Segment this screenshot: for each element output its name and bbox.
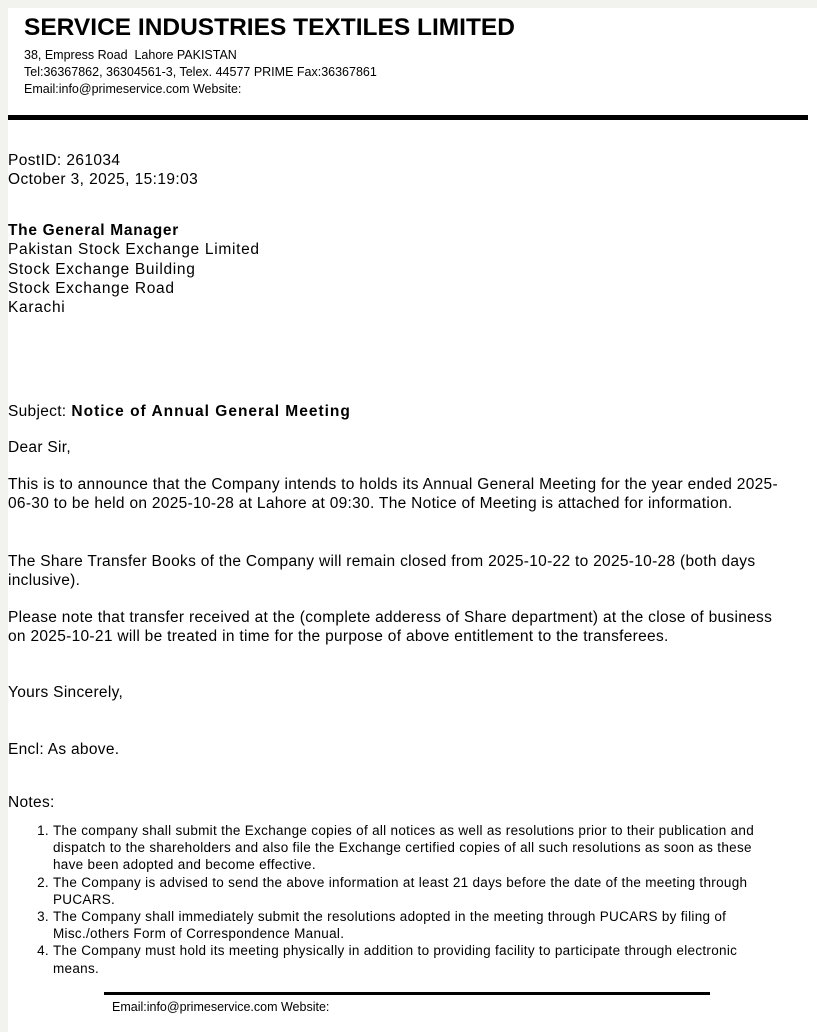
recipient-address (8, 221, 260, 317)
recipient-line: Stock Exchange Road (8, 279, 175, 297)
enclosure-note: Encl: As above. (8, 741, 120, 758)
subject-label: Subject: (8, 403, 67, 420)
company-contact-line: Tel:36367862, 36304561-3, Telex. 44577 PRIME Fax:36367861 (24, 65, 377, 79)
closing: Yours Sincerely, (8, 684, 124, 701)
recipient-line: Stock Exchange Building (8, 260, 196, 278)
subject-value: Notice of Annual General Meeting (71, 403, 351, 420)
company-email-line: Email:info@primeservice.com Website: (24, 82, 242, 96)
note-item: 1. The company shall submit the Exchange copies of all notices as well as resolutions prior to their publication and dispatch to the shareholders and also file the Exchange certified copies of all such resolutions as soon as these have been adopted and become effective. (53, 822, 773, 874)
page-frame-top (0, 0, 817, 8)
notes-list (8, 822, 773, 977)
page-frame-left (0, 0, 8, 1032)
paragraph-book-closure: The Share Transfer Books of the Company will remain closed from 2025-10-22 to 2025-10-28 (both days inclusive). (8, 553, 756, 590)
post-meta (8, 151, 198, 190)
note-item: 4. The Company must hold its meeting physically in addition to providing facility to participate through electronic means. (53, 942, 773, 976)
note-item: 2. The Company is advised to send the above information at least 21 days before the date of the meeting through PUCARS. (53, 874, 773, 908)
paragraph-transfer-deadline: Please note that transfer received at the (complete adderess of Share department) at the close of business on 2025-10-21 will be treated in time for the purpose of above entitlement to the transferees. (8, 609, 773, 646)
recipient-title: The General Manager (8, 222, 179, 239)
footer-divider (104, 992, 710, 995)
salutation: Dear Sir, (8, 439, 71, 456)
letterhead-divider (8, 115, 808, 120)
recipient-line: Pakistan Stock Exchange Limited (8, 241, 260, 259)
post-id: PostID: 261034 (8, 152, 121, 169)
footer-email-line: Email:info@primeservice.com Website: (112, 1000, 330, 1014)
recipient-line: Karachi (8, 299, 66, 317)
post-datetime: October 3, 2025, 15:19:03 (8, 171, 199, 189)
subject-line (8, 403, 351, 421)
company-name: SERVICE INDUSTRIES TEXTILES LIMITED (24, 14, 515, 41)
notes-heading: Notes: (8, 794, 55, 811)
paragraph-agm-announcement: This is to announce that the Company intends to holds its Annual General Meeting for the year ended 2025-06-30 to be held on 2025-10-28 at Lahore at 09:30. The Notice of Meeting is attached for information. (8, 476, 778, 513)
company-address-line: 38, Empress Road Lahore PAKISTAN (24, 48, 237, 62)
note-item: 3. The Company shall immediately submit the resolutions adopted in the meeting through PUCARS by filing of Misc./others Form of Correspondence Manual. (53, 908, 773, 942)
letterhead (24, 13, 515, 98)
